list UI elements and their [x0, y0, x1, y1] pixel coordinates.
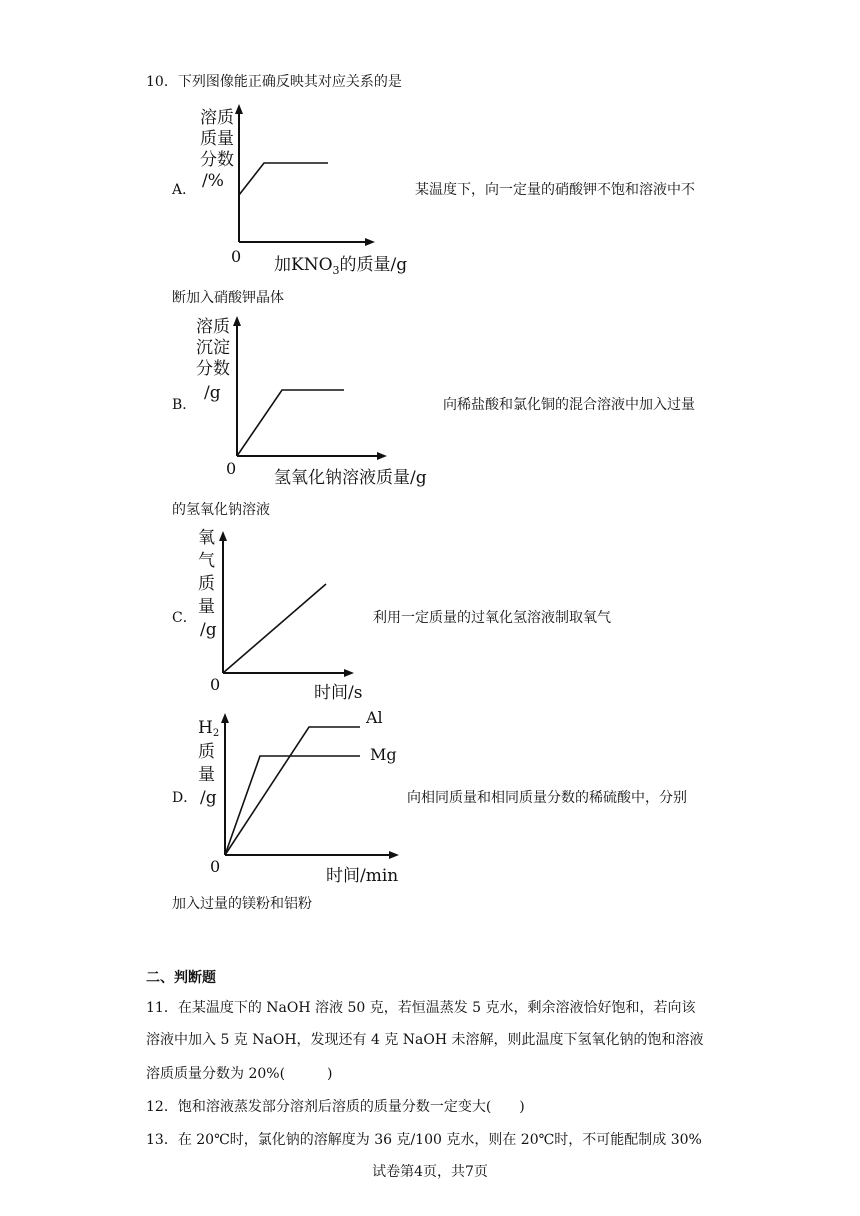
graph-c-origin: 0 — [210, 675, 221, 694]
graph-d-series-al: Al — [366, 708, 383, 727]
graph-b-curve — [237, 390, 344, 456]
option-a-desc-line1: 某温度下，向一定量的硝酸钾不饱和溶液中不 — [415, 182, 695, 198]
q12-text: 12．饱和溶液蒸发部分溶剂后溶质的质量分数一定变大( ) — [146, 1099, 525, 1115]
graph-b-x-arrow — [377, 452, 387, 460]
graph-c-ylabel-3: 质 — [198, 574, 215, 594]
graph-c-ylabel-1: 氧 — [198, 528, 215, 548]
graph-b-ylabel-4: /g — [204, 383, 221, 403]
graph-c — [190, 525, 390, 705]
graph-c-ylabel-4: 量 — [198, 597, 215, 617]
graph-a — [190, 100, 430, 280]
graph-a-xlabel: 加$KNO_3$的质量/g — [274, 255, 408, 277]
graph-b — [190, 312, 450, 492]
graph-b-y-arrow — [233, 316, 241, 326]
graph-b-xlabel: 氢氧化钠溶液质量/g — [274, 468, 427, 488]
graph-a-ylabel-2: 质量 — [200, 129, 234, 149]
option-d-desc-line1: 向相同质量和相同质量分数的稀硫酸中，分别 — [407, 790, 687, 806]
option-c-desc-line1: 利用一定质量的过氧化氢溶液制取氧气 — [373, 610, 611, 626]
graph-d-ylabel-2: 量 — [198, 765, 215, 785]
graph-b-ylabel-1: 溶质 — [196, 317, 230, 337]
graph-d-curve-mg — [225, 756, 360, 855]
graph-a-x-arrow — [365, 238, 375, 246]
graph-c-x-arrow — [344, 669, 354, 677]
option-b-desc-line1: 向稀盐酸和氯化铜的混合溶液中加入过量 — [443, 397, 695, 413]
option-b-letter: B． — [172, 397, 197, 413]
graph-a-ylabel-4: /% — [202, 171, 224, 191]
q11-line3: 溶质质量分数为 20%( ) — [146, 1066, 333, 1082]
graph-b-ylabel-2: 沉淀 — [196, 338, 230, 358]
graph-d-curve-al — [225, 727, 360, 855]
graph-c-y-arrow — [219, 531, 227, 541]
option-d-desc-line2: 加入过量的镁粉和铝粉 — [172, 896, 312, 912]
graph-d-ylabel-3: /g — [200, 788, 217, 808]
graph-a-ylabel-1: 溶质 — [200, 108, 234, 128]
graph-c-ylabel-2: 气 — [198, 551, 215, 571]
graph-c-xlabel: 时间/s — [314, 683, 363, 703]
graph-d-x-arrow — [389, 851, 399, 859]
q11-line1: 11．在某温度下的 NaOH 溶液 50 克，若恒温蒸发 5 克水，剩余溶液恰好饱和，若向该 — [146, 1000, 696, 1016]
page-footer: 试卷第4页，共7页 — [372, 1164, 488, 1180]
option-c-letter: C． — [172, 610, 197, 626]
section-title: 二、判断题 — [146, 970, 216, 986]
q11-line2: 溶液中加入 5 克 NaOH，发现还有 4 克 NaOH 未溶解，则此温度下氢氧化钠的饱和溶液 — [146, 1032, 704, 1048]
graph-d-series-mg: Mg — [370, 745, 397, 764]
graph-a-ylabel-3: 分数 — [200, 150, 234, 170]
q13-text: 13．在 20℃时，氯化钠的溶解度为 36 克/100 克水，则在 20℃时，不可能配制成 30% — [146, 1132, 702, 1148]
graph-a-curve — [239, 163, 328, 195]
q10-stem: 10．下列图像能正确反映其对应关系的是 — [146, 74, 402, 90]
graph-d-ylabel-h2: H2 — [198, 718, 220, 739]
graph-a-origin: 0 — [231, 247, 242, 266]
graph-c-ylabel-5: /g — [200, 620, 217, 640]
graph-d-y-arrow — [221, 713, 229, 723]
graph-b-ylabel-3: 分数 — [196, 359, 230, 379]
graph-d-ylabel-1: 质 — [198, 742, 215, 762]
graph-a-y-arrow — [235, 104, 243, 114]
option-d-letter: D． — [172, 790, 198, 806]
graph-d-origin: 0 — [210, 857, 221, 876]
graph-d — [190, 705, 410, 890]
graph-b-origin: 0 — [226, 459, 237, 478]
graph-d-xlabel: 时间/min — [326, 866, 399, 886]
option-b-desc-line2: 的氢氧化钠溶液 — [172, 502, 270, 518]
graph-c-curve — [223, 584, 326, 673]
option-a-letter: A． — [172, 182, 197, 198]
option-a-desc-line2: 断加入硝酸钾晶体 — [172, 290, 284, 306]
